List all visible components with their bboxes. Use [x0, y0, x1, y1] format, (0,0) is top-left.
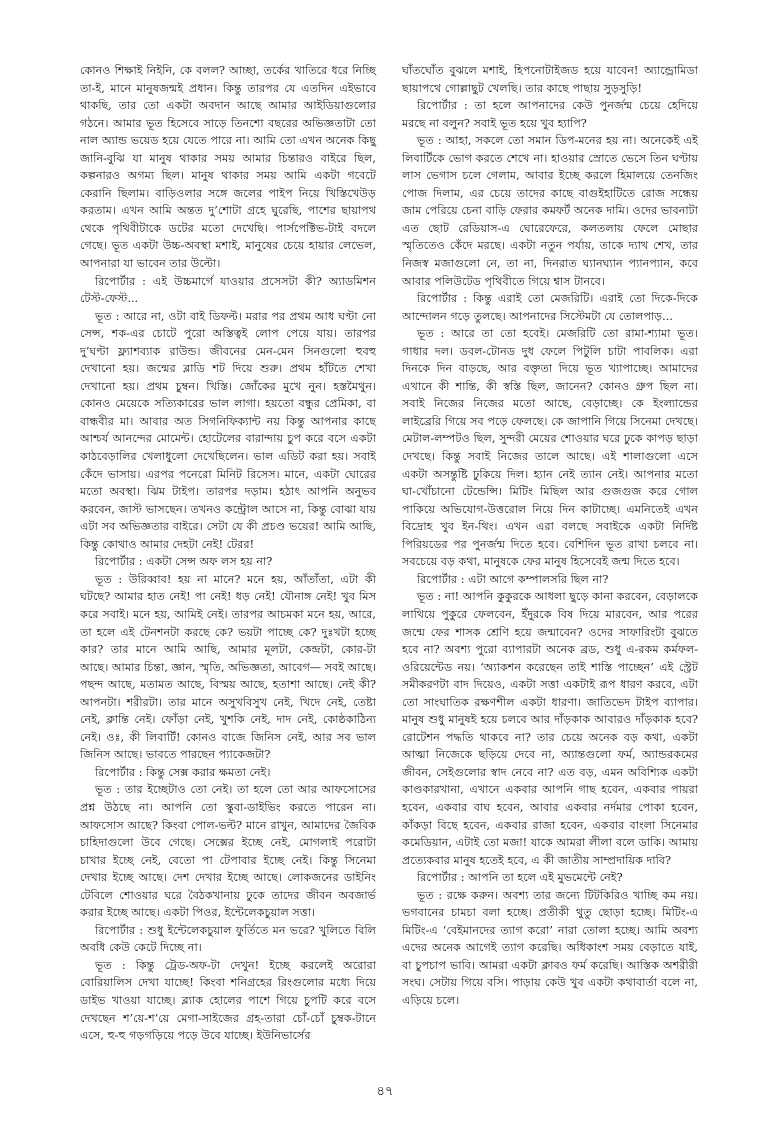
reporter-question: রিপোর্টার : আপনি তা হলে এই মুভমেন্টে নেই?: [417, 871, 623, 885]
reporter-question: রিপোর্টার : শুধু ইন্টেলেকচুয়াল ফুর্তিতে মন ভরে? খুলিতে বিলি অবধি কেউ কেটে দিচ্ছে না।: [80, 923, 376, 955]
ghost-answer: ভূত : আরে তা তো হবেই। মেজরিটি তো রামা-শ্যামা ভূত। গাধার দল। ডবল-টোনড দুধ ফেলে পিটুলি চাটা পাবলিক। এরা দিনকে দিন বাড়ছে, আর বক্তৃতা দিয়ে ভূত খ্যাপাচ্ছে। আমাদের এখানে কী শান্তি, কী স্বস্তি ছিল, জানেন? কোনও গ্রুপ ছিল না। সবাই নিজের নিজের মতো আছে, বেড়াচ্ছে। কে ইংল্যান্ডের লাইব্রেরি গিয়ে সব পড়ে ফেলছে। কে জাপানি গিয়ে সিনেমা দেখছে। মেটাল-লম্পটও ছিল, সুন্দরী মেয়ের শোওয়ার ঘরে ঢুকে কাপড় ছাড়া দেখছে। কিন্তু সবাই নিজের তালে আছে। এই শালাগুলো এসে একটা অসন্তুষ্টি ঢুকিয়ে দিল। হ্যান নেই ত্যান নেই। আপনার মতো ঘা-খোঁচানো টেন্ডেন্সি। মিটিং মিছিল আর গুজগুজ করে গোল পাকিয়ে অভিযোগ-উত্তরোল নিয়ে দিন কাটাচ্ছে। এমনিতেই এখন বিদ্রোহ খুব ইন-থিং। এখন এরা বলছে সবাইকে একটা নির্দিষ্ট পিরিয়ডের পর পুনর্জন্ম দিতে হবে। বেশিদিন ভূত রাখা চলবে না। সবচেয়ে বড় কথা, মানুষকে ফের মানুষ হিসেবেই জন্ম দিতে হবে।: [402, 327, 698, 569]
page-number: ৪৭: [376, 1084, 394, 1099]
ghost-answer: ভূত : না! আপনি কুকুরকে আধলা ছুড়ে কানা করবেন, বেড়ালকে লাথিয়ে পুকুরে ফেলবেন, ইঁদুরকে বিষ দিয়ে মারবেন, আর পরের জন্মে ফের শাসক শ্রেণি হয়ে জন্মাবেন? ওদের সাফারিংটা বুঝতে হবে না? অবশ্য পুরো ব্যাপারটা অনেক ব্রড, শুধু এ-রকম কর্মফল-ওরিয়েন্টেড নয়। ‘অ্যাকশন করেছেন তাই শাস্তি পাচ্ছেন’ এই স্ট্রেট সমীকরণটা বাদ দিয়েও, একটা সত্তা একটাই রূপ ধারণ করবে, এটা তো সাংঘাতিক রক্ষণশীল একটা ধারণা। জাতিভেদ টাইপ ব্যাপার। মানুষ শুধু মানুষই হয়ে চলবে আর দাঁড়কাক আবারও দাঁড়কাক হবে? রোটেশন পদ্ধতি থাকবে না? তার চেয়ে অনেক বড় কথা, একটা আত্মা নিজেকে ছড়িয়ে দেবে না, অ্যান্তগুলো ফর্ম, অ্যান্ডরকমের জীবন, সেইগুলোর স্বাদ নেবে না? এত বড়, এমন অবিশ্যিক একটা কাণ্ডকারখানা, এখানে একবার আপনি গাছ হবেন, একবার পায়রা হবেন, একবার বাঘ হবেন, আবার একবার নর্দমার পোকা হবেন, কাঁকড়া বিছে হবেন, একবার রাজা হবেন, একবার বাংলা সিনেমার কমেডিয়ান, এটাই তো মজা! যাকে আমরা লীলা বলে ডাকি। আমায় প্রত্যেকবার মানুষ হতেই হবে, এ কী জাতীয় সাম্প্রদায়িক দাবি?: [402, 590, 698, 867]
ghost-answer: ভূত : আরে না, ওটা বাই ডিফল্ট। মরার পর প্রথম আধ ঘণ্টা নো সেন্স, শক-এর চোটে পুরো অস্তিত্বই লোপ পেয়ে যায়। তারপর দু’ঘণ্টা ফ্ল্যাশব্যাক রাউন্ড। জীবনের মেন-মেন সিনগুলো হুবহু দেখানো হয়। জন্মের ব্লাডি শট দিয়ে শুরু। প্রথম হাঁটতে শেখা দেখানো হয়। প্রথম চুম্বন। খিস্তি। জোঁকের মুখে নুন। হস্তমৈথুন। কোনও মেয়েকে সত্যিকারের ভাল লাগা। হয়তো বন্ধুর প্রেমিকা, বা বান্ধবীর মা। আবার অত সিগনিফিক্যান্ট নয় কিন্তু আপনার কাছে আশ্চর্য আনন্দের মোমেন্ট। হোটেলের বারান্দায় চুপ করে বসে একটা কাঠবেড়ালির খেলাধুলো দেখেছিলেন। ভাল এডিট করা হয়। সবাই কেঁদে ভাসায়। এরপর পনেরো মিনিট রিসেস। মানে, একটা ঘোরের মতো অবস্থা। ঝিম টাইপ। তারপর দড়াম। হঠাৎ আপনি অনুভব করবেন, জাস্ট ভাসছেন। তখনও কন্ট্রোল আসে না, কিন্তু বোঝা যায় এটা সব অভিজ্ঞতার বাইরে। সেটা যে কী প্রচণ্ড ভয়ের! আমি আছি, কিন্তু কোথাও আমার দেহটা নেই! টেরর!: [80, 309, 376, 551]
left-column: [80, 62, 376, 1045]
ghost-answer: ভূত : কিন্তু ট্রেড-অফ-টা দেখুন! ইচ্ছে করলেই অরোরা বোরিয়ালিস দেখা যাচ্ছে! কিংবা শনিগ্রহের রিংগুলোর মধ্যে দিয়ে ডাইভ খাওয়া যাচ্ছে। ব্ল্যাক হোলের পাশে গিয়ে চুপটি করে বসে দেখছেন শ’য়ে-শ’য়ে মেগা-সাইজের গ্রহ-তারা চোঁ-চোঁ চুম্বক-টানে এসে, হু-হু গড়গড়িয়ে পড়ে উবে যাচ্ছে। ইউনিভার্সের: [80, 958, 376, 1043]
paragraph: ঘাঁতঘোঁত বুঝলে মশাই, হিপনোটাইজড হয়ে যাবেন! অ্যান্ড্রোমিডা ছায়াপথে গোল্লাছুট খেলছি। তার কাছে পাছায় সুড়সুড়ি!: [402, 64, 698, 95]
ghost-answer: ভূত : আহা, সকলে তো সমান ডিপ-মনের হয় না। অনেকেই এই লিবার্টিকে ভোগ করতে শেখে না। হাওয়ার স্রোতে ভেসে তিন ঘণ্টায় লাস ভেগাস চলে গেলাম, আবার ইচ্ছে করলে হিমালয়ে তেনজিং পোজ দিলাম, এর চেয়ে তাদের কাছে বাগুইহাটিতে রোজ সন্ধেয় জাম পেরিয়ে চেনা বাড়ি ফেরার কমফর্ট অনেক দামি। ওদের ভাবনাটা এত ছোট রেডিয়াস-এ ঘোরেফেরে, কলতলায় ফেলে মোছার স্মৃতিতেও কেঁদে মরছে। একটা নতুন পর্যায়, তাকে দ্যাখ শেখ, তার নিজস্ব মজাগুলো নে, তা না, দিনরাত ঘ্যানঘ্যান প্যানপ্যান, কবে আবার পলিউটেড পৃথিবীতে গিয়ে শ্বাস টানবে।: [402, 134, 698, 288]
ghost-answer: ভূত : রক্ষে করুন। অবশ্য তার জন্যে টিটকিরিও খাচ্ছি কম নয়। ভগবানের চামচা বলা হচ্ছে। প্রতীকী থুতু ছোড়া হচ্ছে। মিটিং-এ মিটিং-এ ‘বেইমানদের ত্যাগ করো’ নারা তোলা হচ্ছে। আমি অবশ্য এদের অনেক আগেই ত্যাগ করেছি। অধিকাংশ সময় বেড়াতে যাই, বা চুপচাপ ভাবি। আমরা একটা ক্লাবও ফর্ম করেছি। আস্তিক অশরীরী সংঘ। সেটায় গিয়ে বসি। পাড়ায় কেউ খুব একটা কথাবার্তা বলে না, এড়িয়ে চলে।: [402, 888, 698, 1007]
reporter-question: রিপোর্টার : একটা সেন্স অফ লস হয় না?: [95, 555, 273, 569]
reporter-question: রিপোর্টার : এটা আগে কম্পালসরি ছিল না?: [417, 572, 609, 586]
reporter-question: রিপোর্টার : কিন্তু সেক্স করার ক্ষমতা নেই।: [95, 765, 271, 779]
reporter-question: রিপোর্টার : তা হলে আপনাদের কেউ পুনর্জন্ম চেয়ে হেদিয়ে মরছে না বলুন? সবাই ভূত হয়ে খুব হ্যাপি?: [402, 99, 698, 130]
reporter-question: রিপোর্টার : এই উচ্চমার্গে যাওয়ার প্রসেসটা কী? অ্যাডমিশন টেস্ট-ফেস্ট...: [80, 274, 376, 306]
ghost-answer: ভূত : উরিব্বাব! হয় না মানে? মনে হয়, আঁতাঁতা, এটা কী ঘটছে? আমার হাত নেই! পা নেই! ধড় নেই! যৌনাঙ্গ নেই! খুব মিস করে সবাই। মনে হয়, আমিই নেই। তারপর আচমকা মনে হয়, আরে, তা হলে এই টেনশনটা করছে কে? ভয়টা পাচ্ছে কে? দুঃখটা হচ্ছে কার? তার মানে আমি আছি, আমার মূলটা, কেন্দ্রটা, কোর-টা আছে। আমার চিন্তা, জ্ঞান, স্মৃতি, অভিজ্ঞতা, আবেগ— সবই আছে। পছন্দ আছে, মতামত আছে, বিস্ময় আছে, হতাশা আছে। নেই কী? আপনটা। শরীরটা। তার মানে অসুখবিসুখ নেই, খিদে নেই, তেষ্টা নেই, ক্লান্তি নেই। ফোঁড়া নেই, খুশকি নেই, দাদ নেই, কোষ্ঠকাঠিন্য নেই। ওঃ, কী লিবার্টি! কোনও বাজে জিনিস নেই, আর সব ভাল জিনিস আছে। ভাবতে পারছেন প্যাকেজটা?: [80, 572, 376, 762]
right-column: [402, 62, 698, 1010]
paragraph: কোনও শিক্ষাই নিইনি, কে বলল? আচ্ছা, তর্কের খাতিরে ধরে নিচ্ছি তা-ই, মানে মানুষজন্মই প্রধান। কিন্তু তারপর যে এতদিন এইভাবে থাকছি, তার তো একটা অবদান আছে আমার আইডিয়াগুলোর গঠনে। আমার ভূত হিসেবে সাড়ে তিনশো বছরের অভিজ্ঞতাটা তো নাল অ্যান্ড ভয়েড হয়ে যেতে পারে না। আমি তো এখন অনেক কিছু জানি-বুঝি যা মানুষ থাকার সময় আমার চিন্তারও বাইরে ছিল, কল্পনারও অগম্য ছিল। মানুষ থাকার সময় আমি একটা গবেটে কেরানি ছিলাম। বাড়িওলার সঙ্গে জলের পাইপ নিয়ে খিস্তিখেউড় করতাম। এখন আমি অন্তত দু’শোটা গ্রহে ঘুরেছি, পাশের ছায়াপথ থেকে পৃথিবীটাকে ডটের মতো দেখেছি। পার্সপেক্টিভ-টাই বদলে গেছে। ভূত একটা উচ্চ-অবস্থা মশাই, মানুষের চেয়ে হায়ার লেভেল, আপনারা যা ভাবেন তার উল্টো।: [80, 64, 376, 271]
reporter-question: রিপোর্টার : কিন্তু এরাই তো মেজরিটি। এরাই তো দিকে-দিকে আন্দোলন গড়ে তুলছে। আপনাদের সিস্টেমটা যে তোলপাড়...: [402, 292, 698, 323]
ghost-answer: ভূত : তার ইচ্ছেটাও তো নেই। তা হলে তো আর আফসোসের প্রশ্ন উঠছে না। আপনি তো স্কুবা-ডাইভিং করতে পারেন না। আফসোস আছে? কিংবা পোল-ভল্ট? মানে রাখুন, আমাদের জৈবিক চাহিদাগুলো উবে গেছে। সেক্সের ইচ্ছে নেই, মোগলাই পরোটা চাখার ইচ্ছে নেই, বেতো পা টেপাবার ইচ্ছে নেই। কিন্তু সিনেমা দেখার ইচ্ছে আছে। দেশ দেখার ইচ্ছে আছে। লোকজনের ডাইনিং টেবিলে শোওয়ার ঘরে বৈঠকখানায় ঢুকে তাদের জীবন অবজার্ভ করার ইচ্ছে আছে। একটা পিওর, ইন্টেলেকচুয়াল সত্তা।: [80, 783, 376, 920]
